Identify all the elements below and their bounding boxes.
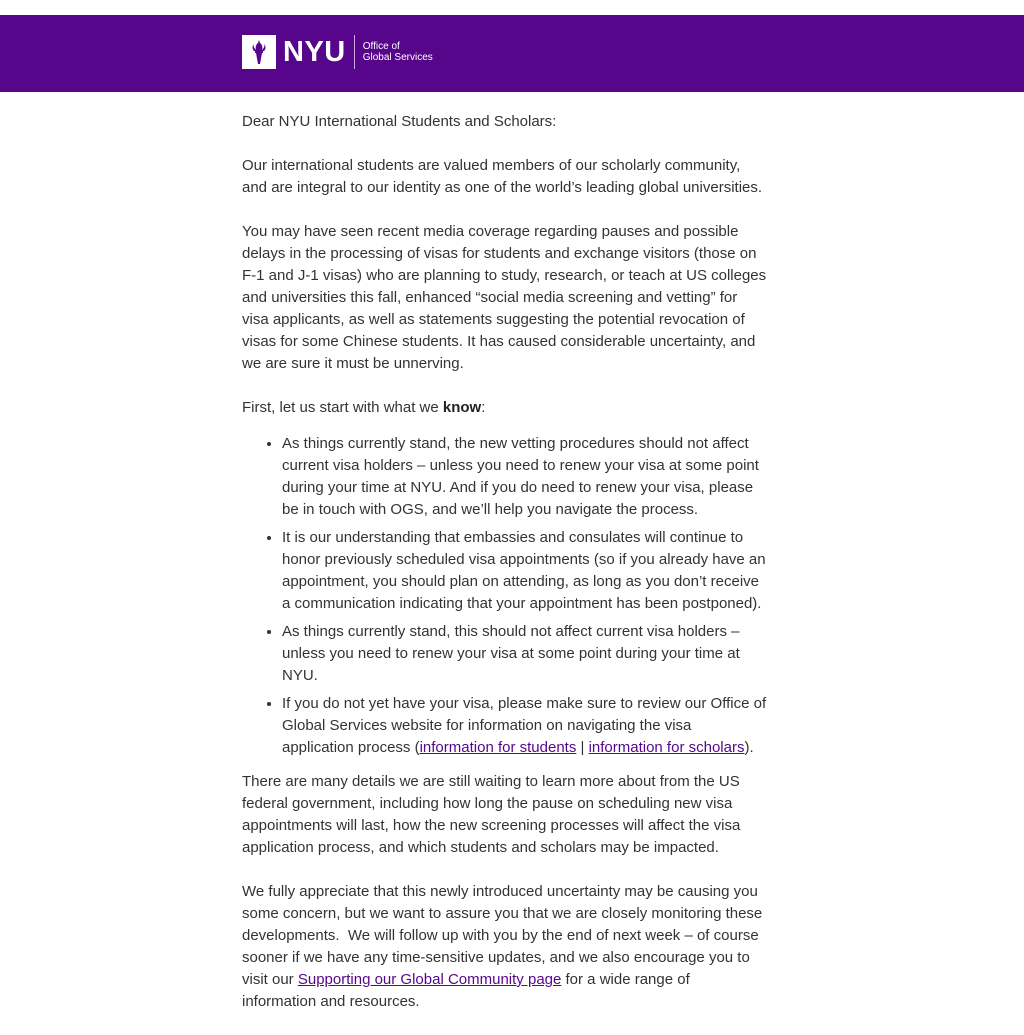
office-name-line1: Office of	[362, 41, 400, 52]
list-item: • It is our understanding that embassies and consulates will continue to honor previously scheduled visa appointments (so if you already have an appointment, you should plan on attending, as long as you don’t receive a communication indicating that your appointment has been postponed).	[282, 527, 767, 615]
office-name-line2: Global Services	[362, 52, 433, 63]
supporting-global-community-link[interactable]: Supporting our Global Community page	[297, 971, 562, 988]
nyu-torch-icon	[242, 35, 276, 69]
know-intro-text: First, let us start with what we	[242, 399, 443, 416]
paragraph-closing	[242, 881, 767, 1013]
know-intro-colon: :	[481, 399, 486, 416]
closing-text-end: for a wide range of information and resources.	[242, 971, 690, 1010]
link-separator: |	[576, 739, 589, 756]
paragraph-media-coverage: You may have seen recent media coverage regarding pauses and possible delays in the processing of visas for students and exchange visitors (those on F-1 and J-1 visas) who are planning to study, research, or teach at US colleges and universities this fall, enhanced “social media screening and vetting” for visa applicants, as well as statements suggesting the potential revocation of visas for some Chinese students. It has caused considerable uncertainty, and we are sure it must be unnerving.	[242, 223, 767, 372]
list-item	[282, 693, 767, 759]
paragraph-details-pending: There are many details we are still waiting to learn more about from the US federal government, including how long the pause on scheduling new visa appointments will last, how the new screening processes will affect the visa application process, and which students and scholars may be impacted.	[242, 773, 741, 856]
closing-text: We fully appreciate that this newly introduced uncertainty may be causing you some concern, but we want to assure you that we are closely monitoring these developments. We will follow up with you by the end of next week – of course sooner if we have any time-sensitive updates, and we also encourage you to visit our	[242, 883, 763, 988]
list-item: • As things currently stand, this should not affect current visa holders – unless you need to renew your visa at some point during your time at NYU.	[282, 621, 767, 687]
salutation: Dear NYU International Students and Scholars:	[242, 113, 557, 130]
know-bold: know	[442, 399, 482, 416]
header-banner	[0, 15, 1024, 92]
paragraph-what-we-know	[242, 397, 767, 419]
paragraph-intro: Our international students are valued members of our scholarly community, and are integral to our identity as one of the world’s leading global universities.	[242, 157, 763, 196]
logo-divider	[354, 35, 355, 69]
information-for-scholars-link[interactable]: information for scholars	[588, 739, 745, 756]
bullet4-text: If you do not yet have your visa, please make sure to review our Office of Global Services website for information on navigating the visa application process (	[282, 695, 767, 756]
list-item: • As things currently stand, the new vetting procedures should not affect current visa holders – unless you need to renew your visa at some point during your time at NYU. And if you do need to renew your visa, please be in touch with OGS, and we’ll help you navigate the process.	[282, 433, 767, 521]
office-name	[363, 41, 433, 63]
information-for-students-link[interactable]: information for students	[419, 739, 577, 756]
bullet4-end: ).	[744, 739, 754, 756]
nyu-wordmark: NYU	[283, 36, 346, 68]
letter-body	[242, 111, 767, 1035]
nyu-ogs-logo[interactable]	[242, 35, 433, 69]
what-we-know-list	[242, 433, 767, 759]
